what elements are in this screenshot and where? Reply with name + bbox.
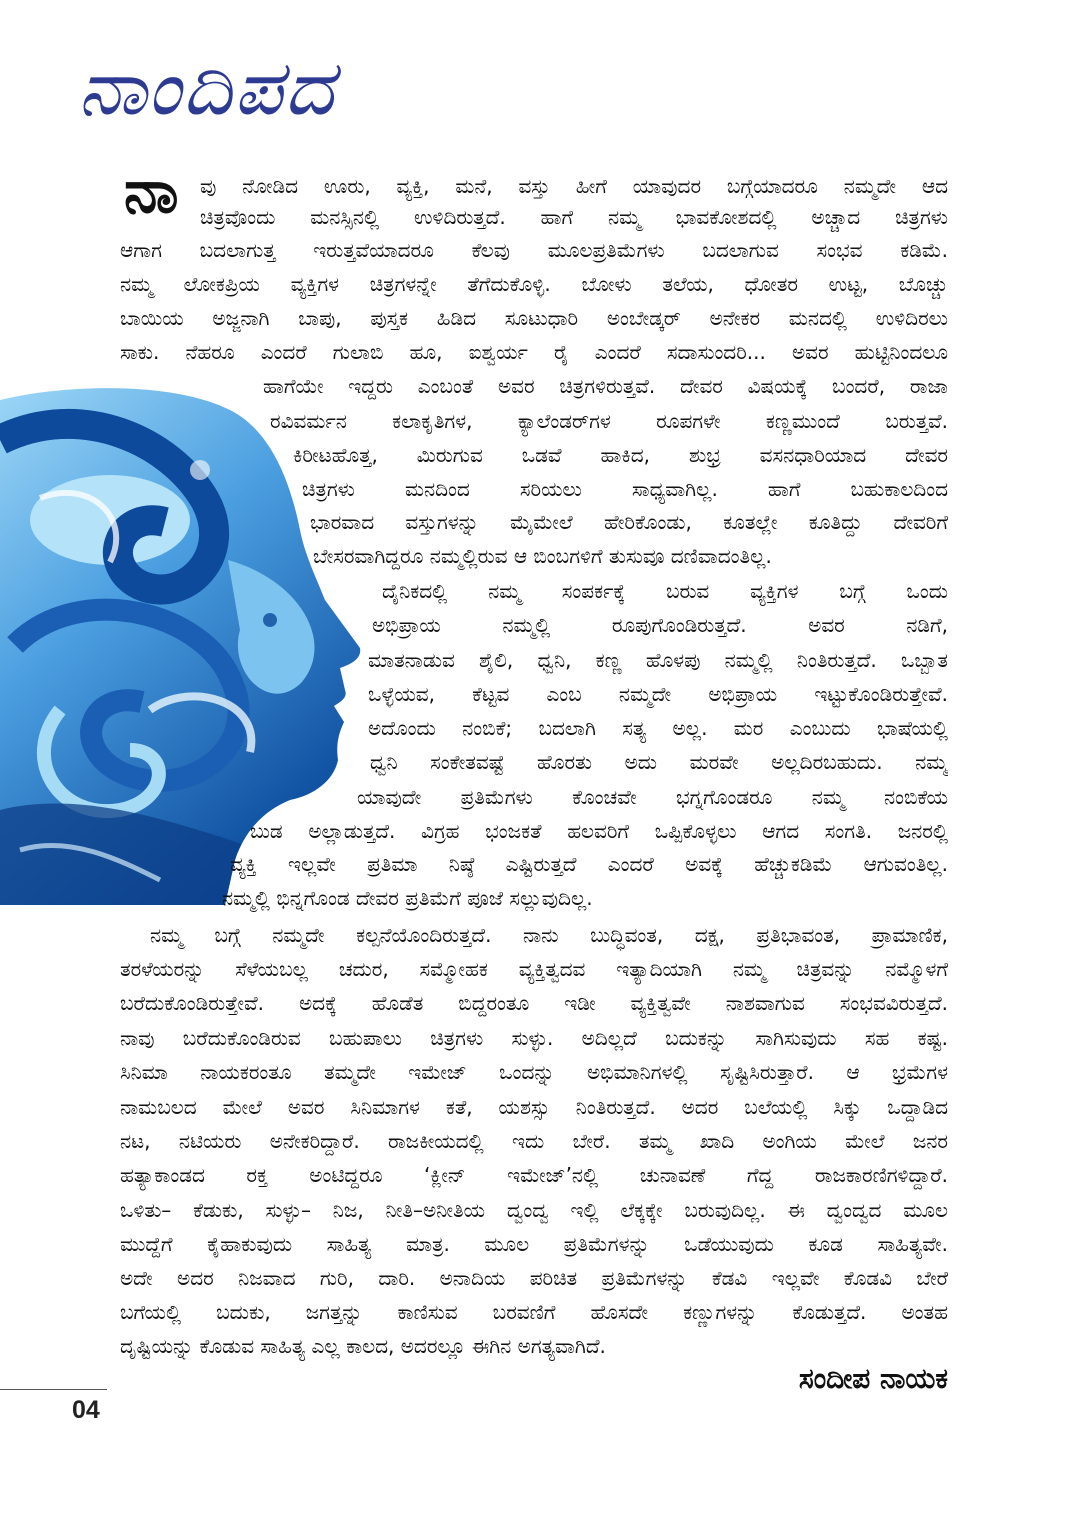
article-line: ಧ್ವನಿ ಸಂಕೇತವಷ್ಟೆ ಹೊರತು ಅದು ಮರವೇ ಅಲ್ಲದಿರಬಹುದು. ನಮ್ಮ <box>370 750 948 774</box>
author-signature: ಸಂದೀಪ ನಾಯಕ <box>798 1362 948 1395</box>
article-line: ಬರೆದುಕೊಂಡಿರುತ್ತೇವೆ. ಅದಕ್ಕೆ ಹೊಡೆತ ಬಿದ್ದರಂತೂ ಇಡೀ ವ್ಯಕ್ತಿತ್ವವೇ ನಾಶವಾಗುವ ಸಂಭವವಿರುತ್ತದೆ. <box>120 991 948 1015</box>
article-line: ನಾವು ಬರೆದುಕೊಂಡಿರುವ ಬಹುಪಾಲು ಚಿತ್ರಗಳು ಸುಳ್ಳು. ಅದಿಲ್ಲದೆ ಬದುಕನ್ನು ಸಾಗಿಸುವುದು ಸಹ ಕಷ್ಟ. <box>120 1026 948 1050</box>
article-line: ಚಿತ್ರವೊಂದು ಮನಸ್ಸಿನಲ್ಲಿ ಉಳಿದಿರುತ್ತದೆ. ಹಾಗೆ ನಮ್ಮ ಭಾವಕೋಶದಲ್ಲಿ ಅಚ್ಚಾದ ಚಿತ್ರಗಳು <box>200 205 948 229</box>
article-line: ಆಗಾಗ ಬದಲಾಗುತ್ತ ಇರುತ್ತವೆಯಾದರೂ ಕೆಲವು ಮೂಲಪ್ರತಿಮೆಗಳು ಬದಲಾಗುವ ಸಂಭವ ಕಡಿಮೆ. <box>120 238 948 262</box>
article-line: ತರಳೆಯರನ್ನು ಸೆಳೆಯಬಲ್ಲ ಚದುರ, ಸಮ್ಮೋಹಕ ವ್ಯಕ್ತಿತ್ವದವ ಇತ್ಯಾದಿಯಾಗಿ ನಮ್ಮ ಚಿತ್ರವನ್ನು ನಮ್ಮೊಳಗೆ <box>120 957 948 981</box>
article-line: ಹತ್ಯಾಕಾಂಡದ ರಕ್ತ ಅಂಟಿದ್ದರೂ ‘ಕ್ಲೀನ್ ಇಮೇಜ್’ನಲ್ಲಿ ಚುನಾವಣೆ ಗೆದ್ದ ರಾಜಕಾರಣಿಗಳಿದ್ದಾರೆ. <box>120 1163 948 1187</box>
article-line: ಬುಡ ಅಲ್ಲಾಡುತ್ತದೆ. ವಿಗ್ರಹ ಭಂಜಕತೆ ಹಲವರಿಗೆ ಒಪ್ಪಿಕೊಳ್ಳಲು ಆಗದ ಸಂಗತಿ. ಜನರಲ್ಲಿ <box>250 819 948 843</box>
illustration-speck <box>190 460 210 480</box>
article-line: ಬಗೆಯಲ್ಲಿ ಬದುಕು, ಜಗತ್ತನ್ನು ಕಾಣಿಸುವ ಬರವಣಿಗೆ ಹೊಸದೇ ಕಣ್ಣುಗಳನ್ನು ಕೊಡುತ್ತದೆ. ಅಂತಹ <box>120 1300 948 1324</box>
article-line: ದೈನಿಕದಲ್ಲಿ ನಮ್ಮ ಸಂಪರ್ಕಕ್ಕೆ ಬರುವ ವ್ಯಕ್ತಿಗಳ ಬಗ್ಗೆ ಒಂದು <box>382 579 948 603</box>
article-line: ನಮ್ಮ ಬಗ್ಗೆ ನಮ್ಮದೇ ಕಲ್ಪನೆಯೊಂದಿರುತ್ತದೆ. ನಾನು ಬುದ್ಧಿವಂತ, ದಕ್ಷ, ಪ್ರತಿಭಾವಂತ, ಪ್ರಾಮಾಣಿಕ, <box>150 923 948 947</box>
article-line: ನಮ್ಮಲ್ಲಿ ಭಿನ್ನಗೊಂಡ ದೇವರ ಪ್ರತಿಮೆಗೆ ಪೂಜೆ ಸಲ್ಲುವುದಿಲ್ಲ. <box>222 886 593 910</box>
footer-divider <box>0 1389 107 1390</box>
drop-cap: ನಾ <box>124 157 179 227</box>
article-line: ಒಳ್ಳೆಯವ, ಕೆಟ್ಟವ ಎಂಬ ನಮ್ಮದೇ ಅಭಿಪ್ರಾಯ ಇಟ್ಟುಕೊಂಡಿರುತ್ತೇವೆ. <box>368 682 948 706</box>
article-line: ಚಿತ್ರಗಳು ಮನದಿಂದ ಸರಿಯಲು ಸಾಧ್ಯವಾಗಿಲ್ಲ. ಹಾಗೆ ಬಹುಕಾಲದಿಂದ <box>302 477 948 501</box>
article-line: ಅಭಿಪ್ರಾಯ ನಮ್ಮಲ್ಲಿ ರೂಪುಗೊಂಡಿರುತ್ತದೆ. ಅವರ ನಡಿಗೆ, <box>372 613 948 637</box>
article-line: ನಟ, ನಟಿಯರು ಅನೇಕರಿದ್ದಾರೆ. ರಾಜಕೀಯದಲ್ಲಿ ಇದು ಬೇರೆ. ತಮ್ಮ ಖಾದಿ ಅಂಗಿಯ ಮೇಲೆ ಜನರ <box>120 1129 948 1153</box>
article-line: ಹಾಗೆಯೇ ಇದ್ದರು ಎಂಬಂತೆ ಅವರ ಚಿತ್ರಗಳಿರುತ್ತವೆ. ದೇವರ ವಿಷಯಕ್ಕೆ ಬಂದರೆ, ರಾಜಾ <box>263 374 948 398</box>
article-line: ಸಾಕು. ನೆಹರೂ ಎಂದರೆ ಗುಲಾಬಿ ಹೂ, ಐಶ್ವರ್ಯ ರೈ ಎಂದರೆ ಸದಾಸುಂದರಿ... ಅವರ ಹುಟ್ಟಿನಿಂದಲೂ <box>120 340 948 364</box>
article-line: ನಾಮಬಲದ ಮೇಲೆ ಅವರ ಸಿನಿಮಾಗಳ ಕತೆ, ಯಶಸ್ಸು ನಿಂತಿರುತ್ತದೆ. ಅದರ ಬಲೆಯಲ್ಲಿ ಸಿಕ್ಕು ಒದ್ದಾಡಿದ <box>120 1095 948 1119</box>
page-title: ನಾಂದಿಪದ <box>78 43 336 132</box>
article-line: ಮುದ್ದೆಗೆ ಕೈಹಾಕುವುದು ಸಾಹಿತ್ಯ ಮಾತ್ರ. ಮೂಲ ಪ್ರತಿಮೆಗಳನ್ನು ಒಡೆಯುವುದು ಕೂಡ ಸಾಹಿತ್ಯವೇ. <box>120 1232 948 1256</box>
article-line: ಭಾರವಾದ ವಸ್ತುಗಳನ್ನು ಮೈಮೇಲೆ ಹೇರಿಕೊಂಡು, ಕೂತಲ್ಲೇ ಕೂತಿದ್ದು ದೇವರಿಗೆ <box>310 510 948 534</box>
article-line: ಬೇಸರವಾಗಿದ್ದರೂ ನಮ್ಮಲ್ಲಿರುವ ಆ ಬಿಂಬಗಳಿಗೆ ತುಸುವೂ ದಣಿವಾದಂತಿಲ್ಲ. <box>313 544 772 568</box>
article-line: ಬಾಯಿಯ ಅಜ್ಜನಾಗಿ ಬಾಪು, ಪುಸ್ತಕ ಹಿಡಿದ ಸೂಟುಧಾರಿ ಅಂಬೇಡ್ಕರ್ ಅನೇಕರ ಮನದಲ್ಲಿ ಉಳಿದಿರಲು <box>120 306 948 330</box>
article-line: ದೃಷ್ಟಿಯನ್ನು ಕೊಡುವ ಸಾಹಿತ್ಯ ಎಲ್ಲ ಕಾಲದ, ಅದರಲ್ಲೂ ಈಗಿನ ಅಗತ್ಯವಾಗಿದೆ. <box>120 1334 606 1358</box>
article-line: ವ್ಯಕ್ತಿ ಇಲ್ಲವೇ ಪ್ರತಿಮಾ ನಿಷ್ಠೆ ಎಷ್ಟಿರುತ್ತದೆ ಎಂದರೆ ಅವಕ್ಕೆ ಹೆಚ್ಚುಕಡಿಮೆ ಆಗುವಂತಿಲ್ಲ. <box>230 852 948 876</box>
illustration-speck <box>263 613 277 627</box>
article-line: ಕಿರೀಟಹೊತ್ತ, ಮಿರುಗುವ ಒಡವೆ ಹಾಕಿದ, ಶುಭ್ರ ವಸನಧಾರಿಯಾದ ದೇವರ <box>293 443 948 467</box>
article-line: ವು ನೋಡಿದ ಊರು, ವ್ಯಕ್ತಿ, ಮನೆ, ವಸ್ತು ಹೀಗೆ ಯಾವುದರ ಬಗ್ಗೆಯಾದರೂ ನಮ್ಮದೇ ಆದ <box>200 174 948 198</box>
article-line: ಅದೊಂದು ನಂಬಿಕೆ; ಬದಲಾಗಿ ಸತ್ಯ ಅಲ್ಲ. ಮರ ಎಂಬುದು ಭಾಷೆಯಲ್ಲಿ <box>368 716 948 740</box>
article-line: ಯಾವುದೇ ಪ್ರತಿಮೆಗಳು ಕೊಂಚವೇ ಭಗ್ನಗೊಂಡರೂ ನಮ್ಮ ನಂಬಿಕೆಯ <box>357 785 948 809</box>
article-line: ರವಿವರ್ಮನ ಕಲಾಕೃತಿಗಳ, ಕ್ಯಾಲೆಂಡರ್‌ಗಳ ರೂಪಗಳೇ ಕಣ್ಣಮುಂದೆ ಬರುತ್ತವೆ. <box>270 409 948 433</box>
article-line: ಒಳಿತು– ಕೆಡುಕು, ಸುಳ್ಳು– ನಿಜ, ನೀತಿ–ಅನೀತಿಯ ದ್ವಂದ್ವ ಇಲ್ಲಿ ಲೆಕ್ಕಕ್ಕೇ ಬರುವುದಿಲ್ಲ. ಈ ದ್ವಂದ್ವದ ಮೂಲ <box>120 1198 948 1222</box>
article-line: ಮಾತನಾಡುವ ಶೈಲಿ, ಧ್ವನಿ, ಕಣ್ಣ ಹೊಳಪು ನಮ್ಮಲ್ಲಿ ನಿಂತಿರುತ್ತದೆ. ಒಬ್ಬಾತ <box>368 648 948 672</box>
article-line: ಸಿನಿಮಾ ನಾಯಕರಂತೂ ತಮ್ಮದೇ ಇಮೇಜ್ ಒಂದನ್ನು ಅಭಿಮಾನಿಗಳಲ್ಲಿ ಸೃಷ್ಟಿಸಿರುತ್ತಾರೆ. ಆ ಭ್ರಮೆಗಳ <box>120 1060 948 1084</box>
article-line: ಅದೇ ಅದರ ನಿಜವಾದ ಗುರಿ, ದಾರಿ. ಅನಾದಿಯ ಪರಿಚಿತ ಪ್ರತಿಮೆಗಳನ್ನು ಕೆಡವಿ ಇಲ್ಲವೇ ಕೊಡವಿ ಬೇರೆ <box>120 1266 948 1290</box>
article-line: ನಮ್ಮ ಲೋಕಪ್ರಿಯ ವ್ಯಕ್ತಿಗಳ ಚಿತ್ರಗಳನ್ನೇ ತೆಗೆದುಕೊಳ್ಳಿ. ಬೋಳು ತಲೆಯ, ಧೋತರ ಉಟ್ಟ, ಬೊಚ್ಚು <box>120 272 948 296</box>
page-number: 04 <box>72 1396 100 1424</box>
